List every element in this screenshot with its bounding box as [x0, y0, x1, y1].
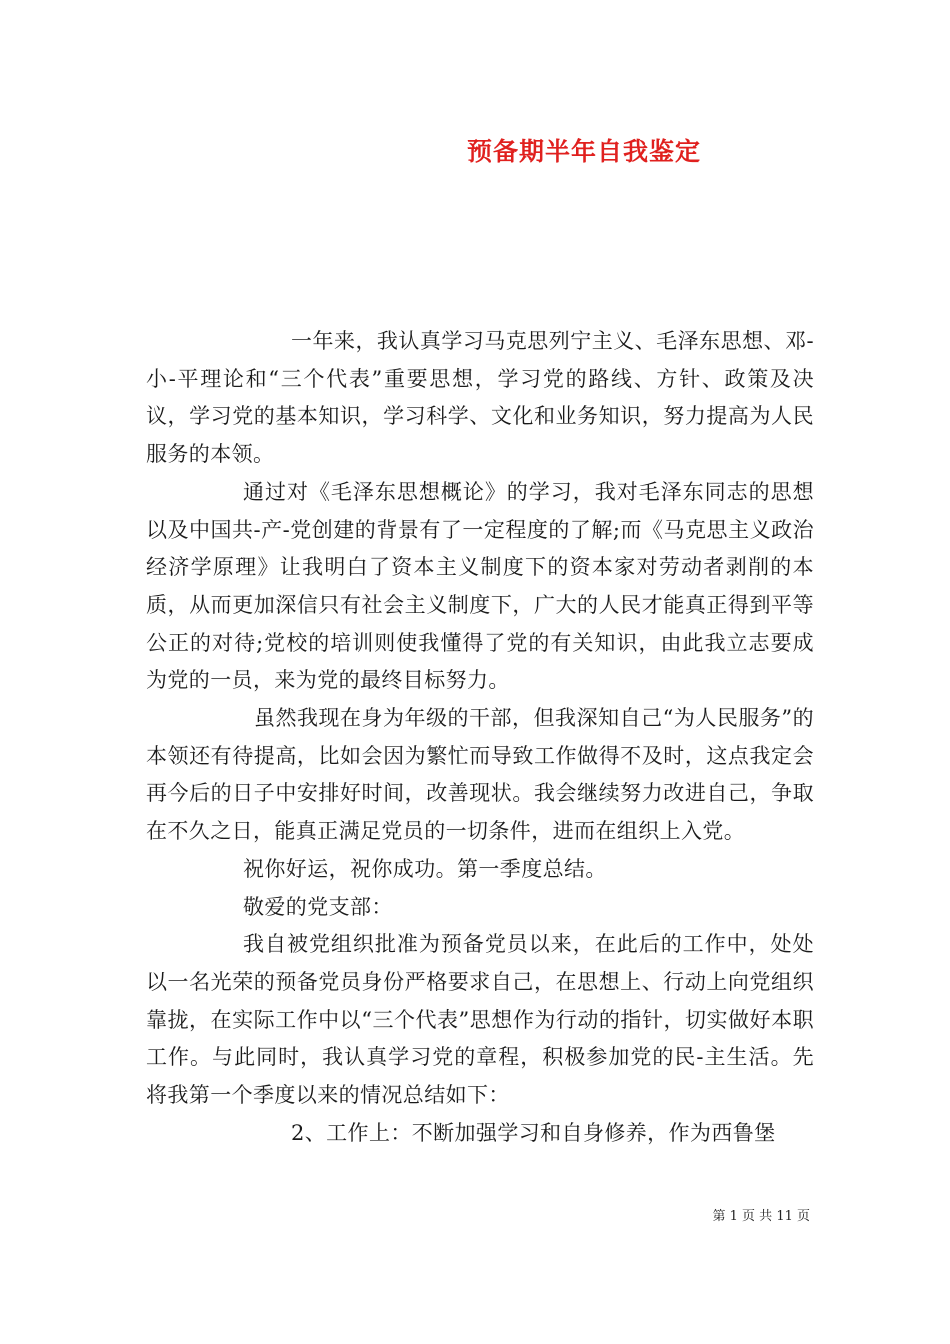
paragraph-7: 2、工作上：不断加强学习和自身修养，作为西鲁堡 — [291, 1120, 776, 1145]
paragraph-4: 祝你好运，祝你成功。第一季度总结。 — [243, 856, 607, 881]
page-number-footer: 第 1 页 共 11 页 — [712, 1209, 810, 1224]
paragraph-2: 通过对《毛泽东思想概论》的学习，我对毛泽东同志的思想以及中国共-产-党创建的背景有了一定程度的了解;而《马克思主义政治经济学原理》让我明白了资本主义制度下的资本家对劳动者剥削的本质，从而更加深信只有社会主义制度下，广大的人民才能真正得到平等公正的对待;党校的培训则使我懂得了党的有关知识，由此我立志要成为党的一员，来为党的最终目标努力。 — [146, 479, 814, 693]
document-body — [146, 323, 814, 1152]
paragraph-1: 一年来，我认真学习马克思列宁主义、毛泽东思想、邓-小-平理论和“三个代表”重要思想，学习党的路线、方针、政策及决议，学习党的基本知识，学习科学、文化和业务知识，努力提高为人民服务的本领。 — [146, 329, 814, 467]
document-title: 预备期半年自我鉴定 — [466, 137, 701, 166]
paragraph-5-salutation: 敬爱的党支部： — [243, 894, 393, 919]
paragraph-3: 虽然我现在身为年级的干部，但我深知自己“为人民服务”的本领还有待提高，比如会因为繁忙而导致工作做得不及时，这点我定会再今后的日子中安排好时间，改善现状。我会继续努力改进自己，争取在不久之日，能真正满足党员的一切条件，进而在组织上入党。 — [146, 706, 814, 844]
paragraph-6: 我自被党组织批准为预备党员以来，在此后的工作中，处处以一名光荣的预备党员身份严格要求自己，在思想上、行动上向党组织靠拢，在实际工作中以“三个代表”思想作为行动的指针，切实做好本职工作。与此同时，我认真学习党的章程，积极参加党的民-主生活。先将我第一个季度以来的情况总结如下： — [146, 932, 814, 1108]
